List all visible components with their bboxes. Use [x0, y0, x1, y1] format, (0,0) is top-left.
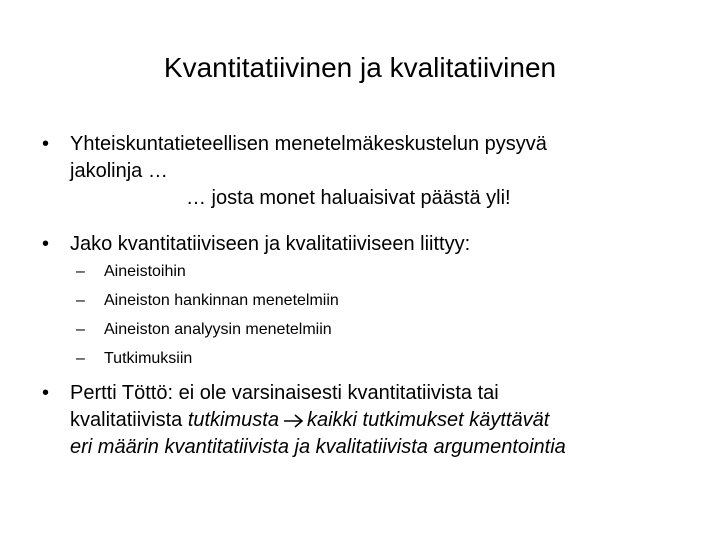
bullet-3-line-3: eri määrin kvantitatiivista ja kvalitatiivista argumentointia [70, 436, 566, 458]
subitem-hankinta: Aineiston hankinnan menetelmiin [104, 292, 339, 309]
bullet-3-text [70, 380, 690, 461]
bullet-3-italic: tutkimusta [187, 409, 279, 431]
bullet-marker: • [42, 382, 50, 404]
bullet-1-text [70, 131, 690, 212]
subitem-marker: – [76, 263, 85, 280]
bullet-1-line-2: jakolinja … [70, 160, 168, 182]
bullet-3-plain: kvalitatiivista [70, 409, 188, 431]
subitem-marker: – [76, 292, 85, 309]
bullet-3-line-2 [70, 407, 690, 434]
bullet-3-after-arrow: kaikki tutkimukset käyttävät [306, 409, 550, 431]
subitem-tutkimuksiin: Tutkimuksiin [104, 350, 193, 367]
bullet-1-line-1: Yhteiskuntatieteellisen menetelmäkeskustelun pysyvä [70, 133, 547, 155]
slide-title: Kvantitatiivinen ja kvalitatiivinen [163, 52, 557, 83]
bullet-2-line-1: Jako kvantitatiiviseen ja kvalitatiiviseen liittyy: [70, 233, 471, 255]
bullet-2-text [70, 231, 690, 258]
subitem-marker: – [76, 321, 85, 338]
bullet-marker: • [42, 233, 50, 255]
bullet-marker: • [42, 133, 50, 155]
subitem-marker: – [76, 350, 85, 367]
subitem-analyysi: Aineiston analyysin menetelmiin [104, 321, 332, 338]
subitem-aineistoihin: Aineistoihin [104, 263, 186, 280]
bullet-1-line-3: … josta monet haluaisivat päästä yli! [186, 187, 511, 209]
right-arrow-icon [283, 414, 305, 428]
bullet-3-line-1: Pertti Töttö: ei ole varsinaisesti kvantitatiivista tai [70, 382, 499, 404]
